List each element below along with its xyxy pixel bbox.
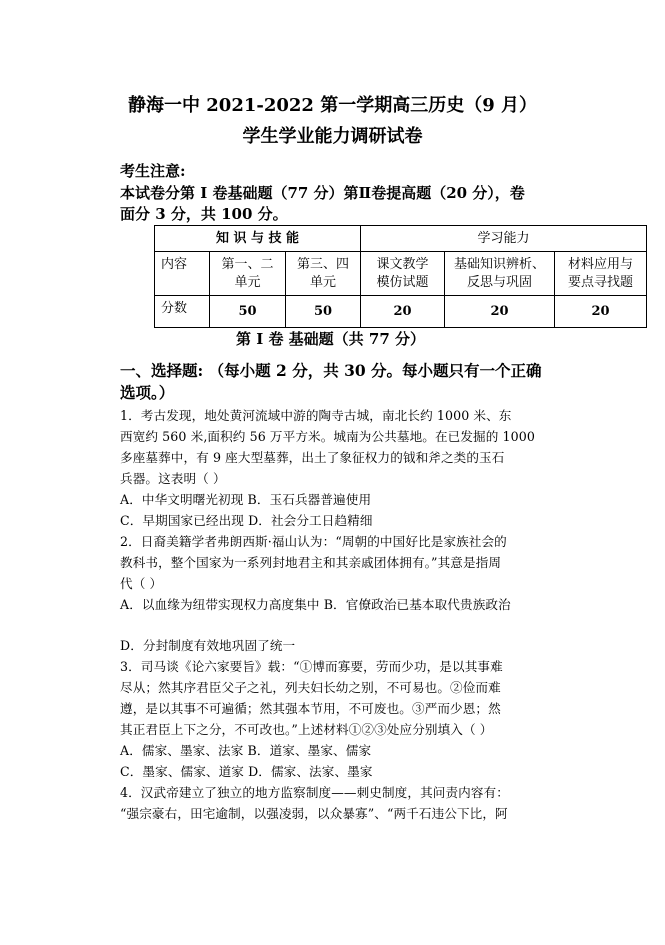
score-cell-2: 50	[286, 296, 361, 328]
q3-line1: 3．司马谈《论六家要旨》载：“①博而寡要，劳而少功，是以其事难	[120, 659, 503, 674]
q1-option-cd: C．早期国家已经出现 D．社会分工日趋精细	[120, 513, 373, 528]
q2-line3: 代（ ）	[120, 576, 163, 591]
q1-line1: 1．考古发现，地处黄河流域中游的陶寺古城，南北长约 1000 米、东	[120, 408, 512, 423]
score-table	[154, 225, 647, 328]
content-cell-3-line2: 模仿试题	[376, 274, 429, 290]
content-cell-2-line2: 单元	[310, 274, 337, 290]
score-row-label: 分数	[155, 296, 210, 328]
content-cell-5	[555, 252, 647, 296]
content-cell-5-line2: 要点寻找题	[568, 274, 634, 290]
content-cell-4	[445, 252, 555, 296]
q3-line4: 其正君臣上下之分，不可改也。”上述材料①②③处应分别填入（ ）	[120, 722, 493, 737]
score-cell-5: 20	[555, 296, 647, 328]
q2-line1: 2．日裔美籍学者弗朗西斯·福山认为：“周朝的中国好比是家族社会的	[120, 534, 507, 549]
part1-heading: 第 I 卷 基础题（共 77 分）	[236, 330, 426, 348]
exam-title-line2: 学生学业能力调研试卷	[242, 126, 423, 147]
q3-line3: 遵，是以其事不可遍循；然其强本节用，不可废也。③严而少恩；然	[120, 701, 501, 716]
content-cell-5-line1: 材料应用与	[568, 256, 634, 272]
q3-option-ab: A．儒家、墨家、法家 B．道家、墨家、儒家	[120, 743, 372, 758]
q3-line2: 尽从；然其序君臣父子之礼，列夫妇长幼之别，不可易也。②俭而难	[120, 680, 501, 695]
q2-option-ab: A．以血缘为纽带实现权力高度集中 B．官僚政治已基本取代贵族政治	[120, 597, 511, 612]
q1-line4: 兵器。这表明（ ）	[120, 471, 226, 486]
exam-title-line1: 静海一中 2021-2022 第一学期高三历史（9 月）	[128, 95, 537, 116]
content-cell-2	[286, 252, 361, 296]
q2-option-c: D．分封制度有效地巩固了统一	[120, 638, 296, 653]
section1-line2: 选项。）	[120, 383, 175, 402]
content-cell-1-line2: 单元	[234, 274, 261, 290]
content-cell-4-line1: 基础知识辨析、	[454, 256, 546, 272]
score-cell-3: 20	[361, 296, 445, 328]
content-cell-2-line1: 第三、四	[297, 256, 350, 272]
content-cell-1	[210, 252, 286, 296]
q4-line1: 4．汉武帝建立了独立的地方监察制度——刺史制度，其问责内容有：	[120, 785, 509, 800]
q1-line2: 西宽约 560 米,面积约 56 万平方米。城南为公共墓地。在已发掘的 1000	[120, 429, 535, 444]
section1-line1: 一、选择题: （每小题 2 分，共 30 分。每小题只有一个正确	[120, 361, 542, 380]
q3-option-cd: C．墨家、儒家、道家 D．儒家、法家、墨家	[120, 764, 373, 779]
q2-line2: 教科书，整个国家为一系列封地君主和其亲戚团体拥有。”其意是指周	[120, 555, 502, 570]
q4-line2: “强宗豪右，田宅逾制，以强凌弱，以众暴寡”、“两千石违公下比，阿	[120, 806, 508, 821]
content-cell-3	[361, 252, 445, 296]
notice-label: 考生注意:	[120, 162, 186, 180]
score-cell-1: 50	[210, 296, 286, 328]
content-cell-3-line1: 课文教学	[376, 256, 429, 272]
content-cell-4-line2: 反思与巩固	[467, 274, 533, 290]
notice-line2: 面分 3 分，共 100 分。	[120, 205, 288, 223]
q1-option-ab: A．中华文明曙光初现 B．玉石兵器普遍使用	[120, 492, 372, 507]
notice-line1: 本试卷分第 I 卷基础题（77 分）第Ⅱ卷提高题（20 分），卷	[120, 184, 525, 202]
knowledge-skill-header: 知 识 与 技 能	[155, 226, 361, 252]
content-row-label: 内容	[155, 252, 210, 296]
q1-line3: 多座墓葬中，有 9 座大型墓葬，出土了象征权力的钺和斧之类的玉石	[120, 450, 505, 465]
score-cell-4: 20	[445, 296, 555, 328]
learning-ability-header: 学习能力	[361, 226, 647, 252]
content-cell-1-line1: 第一、二	[221, 256, 274, 272]
